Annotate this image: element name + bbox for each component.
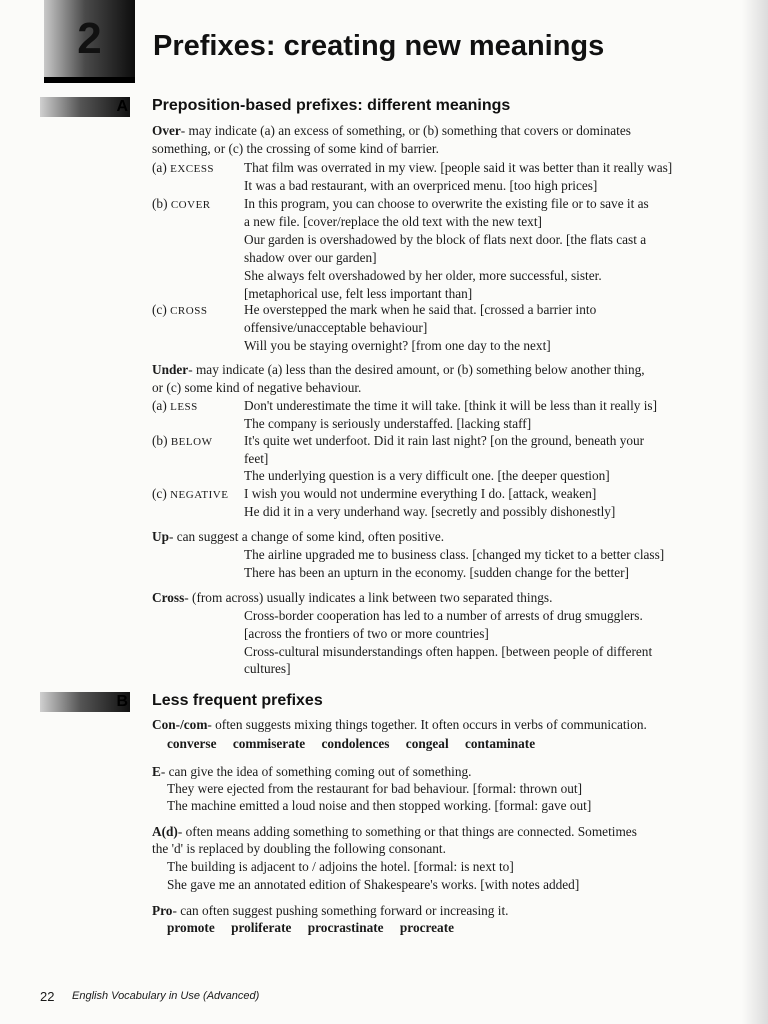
example-line: Our garden is overshadowed by the block of flats next door. [the flats cast a — [244, 232, 647, 247]
example-line: It's quite wet underfoot. Did it rain last night? [on the ground, beneath your — [244, 433, 645, 448]
example-line: The machine emitted a loud noise and then stopped working. [formal: gave out] — [167, 798, 592, 813]
example-line: offensive/unacceptable behaviour] — [244, 320, 428, 335]
pro-intro-line: Pro- can often suggest pushing something forward or increasing it. — [152, 903, 509, 918]
word-item: promote — [167, 920, 215, 935]
unit-underline — [44, 77, 135, 83]
word-item: proliferate — [231, 920, 292, 935]
example-line: In this program, you can choose to overwrite the existing file or to save it as — [244, 196, 649, 211]
page-edge-shadow — [742, 0, 768, 1024]
e-intro-line: E- can give the idea of something coming out of something. — [152, 764, 472, 779]
example-line: [metaphorical use, felt less important than] — [244, 286, 473, 301]
example-line: He overstepped the mark when he said that. [crossed a barrier into — [244, 302, 597, 317]
example-line: shadow over our garden] — [244, 250, 377, 265]
example-line: He did it in a very underhand way. [secretly and possibly dishonestly] — [244, 504, 616, 519]
under-intro-line: or (c) some kind of negative behaviour. — [152, 380, 362, 395]
example-line: They were ejected from the restaurant for bad behaviour. [formal: thrown out] — [167, 781, 582, 796]
con-intro-line: Con-/com- often suggests mixing things together. It often occurs in verbs of communication. — [152, 717, 647, 732]
example-line: The building is adjacent to / adjoins the hotel. [formal: is next to] — [167, 859, 514, 874]
example-line: Cross-cultural misunderstandings often happen. [between people of different — [244, 644, 653, 659]
page-number: 22 — [40, 989, 55, 1004]
over-c-label: (c) CROSS — [152, 302, 208, 317]
example-line: The airline upgraded me to business class. [changed my ticket to a better class] — [244, 547, 665, 562]
word-item: contaminate — [464, 736, 536, 751]
example-line: That film was overrated in my view. [people said it was better than it really was] — [244, 160, 673, 175]
example-line: feet] — [244, 451, 269, 466]
example-line: Will you be staying overnight? [from one day to the next] — [244, 338, 551, 353]
ad-intro-line: the 'd' is replaced by doubling the following consonant. — [152, 841, 446, 856]
pro-word-list — [167, 919, 467, 937]
word-item: procrastinate — [307, 920, 384, 935]
example-line: The underlying question is a very difficult one. [the deeper question] — [244, 468, 610, 483]
example-line: a new file. [cover/replace the old text with the new text] — [244, 214, 542, 229]
page-title: Prefixes: creating new meanings — [153, 30, 605, 62]
ad-intro-line: A(d)- often means adding something to something or that things are connected. Sometimes — [152, 824, 637, 839]
example-line: Cross-border cooperation has led to a number of arrests of drug smugglers. — [244, 608, 643, 623]
con-word-list — [167, 735, 548, 753]
up-intro-line: Up- can suggest a change of some kind, often positive. — [152, 529, 445, 544]
unit-number: 2 — [77, 14, 102, 63]
word-item: condolences — [321, 736, 390, 751]
word-item: commiserate — [232, 736, 306, 751]
example-line: She always felt overshadowed by her older, more successful, sister. — [244, 268, 602, 283]
word-item: procreate — [399, 920, 455, 935]
unit-number-tab — [44, 0, 135, 80]
book-title: English Vocabulary in Use (Advanced) — [72, 990, 260, 1002]
example-line: The company is seriously understaffed. [lacking staff] — [244, 416, 532, 431]
section-b-heading: Less frequent prefixes — [152, 692, 323, 709]
over-a-label: (a) EXCESS — [152, 160, 215, 175]
cross-intro-line: Cross- (from across) usually indicates a link between two separated things. — [152, 590, 553, 605]
section-a-heading: Preposition-based prefixes: different meanings — [152, 97, 511, 114]
under-b-label: (b) BELOW — [152, 433, 213, 448]
over-intro-line: something, or (c) the crossing of some kind of barrier. — [152, 141, 439, 156]
section-a-tab — [40, 97, 130, 117]
over-b-label: (b) COVER — [152, 196, 211, 211]
under-intro-line: Under- may indicate (a) less than the desired amount, or (b) something below another thing, — [152, 362, 645, 377]
over-intro-line: Over- may indicate (a) an excess of something, or (b) something that covers or dominates — [152, 123, 631, 138]
example-line: I wish you would not undermine everything I do. [attack, weaken] — [244, 486, 597, 501]
word-item: congeal — [405, 736, 449, 751]
section-a-letter: A — [116, 98, 128, 115]
example-line: [across the frontiers of two or more countries] — [244, 626, 489, 641]
example-line: She gave me an annotated edition of Shakespeare's works. [with notes added] — [167, 877, 580, 892]
example-line: cultures] — [244, 661, 291, 676]
under-a-label: (a) LESS — [152, 398, 198, 413]
section-b-letter: B — [116, 693, 128, 710]
section-b-tab — [40, 692, 130, 712]
example-line: There has been an upturn in the economy. [sudden change for the better] — [244, 565, 629, 580]
word-item: converse — [167, 736, 217, 751]
example-line: Don't underestimate the time it will take. [think it will be less than it really is] — [244, 398, 658, 413]
under-c-label: (c) NEGATIVE — [152, 486, 229, 501]
example-line: It was a bad restaurant, with an overpriced menu. [too high prices] — [244, 178, 598, 193]
